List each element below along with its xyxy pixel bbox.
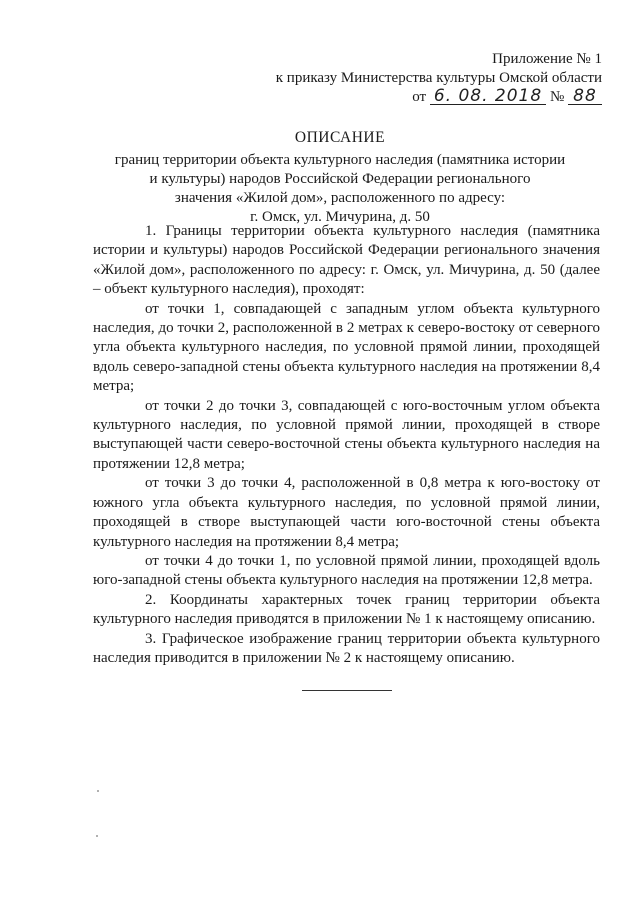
body-paragraph: 2. Координаты характерных точек границ территории объекта культурного наследия приводятся в приложении № 1 к настоящему описанию. <box>93 591 600 628</box>
document-subtitle-line: г. Омск, ул. Мичурина, д. 50 <box>250 209 430 225</box>
handwritten-date: 6. 08. 2018 <box>430 88 546 105</box>
document-title: ОПИСАНИЕ <box>294 129 386 146</box>
body-paragraph: 1. Границы территории объекта культурного наследия (памятника истории и культуры) народов Российской Федерации регионального значения «Жилой дом», расположенного по адресу: г. Омск, ул. Мичурина, д. 50 (далее – объект культурного наследия), проходят: <box>93 223 600 298</box>
body-paragraph: от точки 4 до точки 1, по условной прямой линии, проходящей вдоль юго-западной стены объекта культурного наследия на протяжении 12,8 метра. <box>93 552 600 589</box>
body-paragraph: от точки 3 до точки 4, расположенной в 0,8 метра к юго-востоку от южного угла объекта культурного наследия, по условной прямой линии, проходящей в створе выступающей части юго-восточной стены объекта культурного наследия на протяжении 8,4 метра; <box>93 475 600 550</box>
annex-header <box>276 50 602 107</box>
annex-order-reference: к приказу Министерства культуры Омской области <box>275 70 602 86</box>
body-paragraph: 3. Графическое изображение границ территории объекта культурного наследия приводится в приложении № 2 к настоящему описанию. <box>93 630 600 666</box>
annex-date-number-line <box>276 88 602 107</box>
body-paragraph: от точки 1, совпадающей с западным углом объекта культурного наследия, до точки 2, расположенной в 2 метрах к северо-востоку от северного угла объекта культурного наследия, по условной прямой линии, проходящей вдоль северо-западной стены объекта культурного наследия на протяжении 8,4 метра; <box>93 300 600 395</box>
body-paragraph: от точки 2 до точки 3, совпадающей с юго-восточным углом объекта культурного наследия, по условной прямой линии, проходящей в створе выступающей части северо-восточной стены объекта культурного наследия на протяжении 12,8 метра; <box>93 397 600 472</box>
number-label: № <box>549 89 565 105</box>
handwritten-number: 88 <box>568 88 602 105</box>
scan-speck <box>97 790 99 792</box>
document-subtitle-line: и культуры) народов Российской Федерации регионального <box>149 171 531 187</box>
annex-title: Приложение № 1 <box>492 51 602 67</box>
document-subtitle-line: границ территории объекта культурного наследия (памятника истории <box>114 152 566 168</box>
date-prefix: от <box>412 89 427 105</box>
document-body <box>93 222 600 668</box>
scan-speck <box>96 835 98 837</box>
end-divider-line <box>302 690 392 691</box>
document-heading <box>80 128 600 227</box>
document-subtitle-line: значения «Жилой дом», расположенного по адресу: <box>174 190 506 206</box>
